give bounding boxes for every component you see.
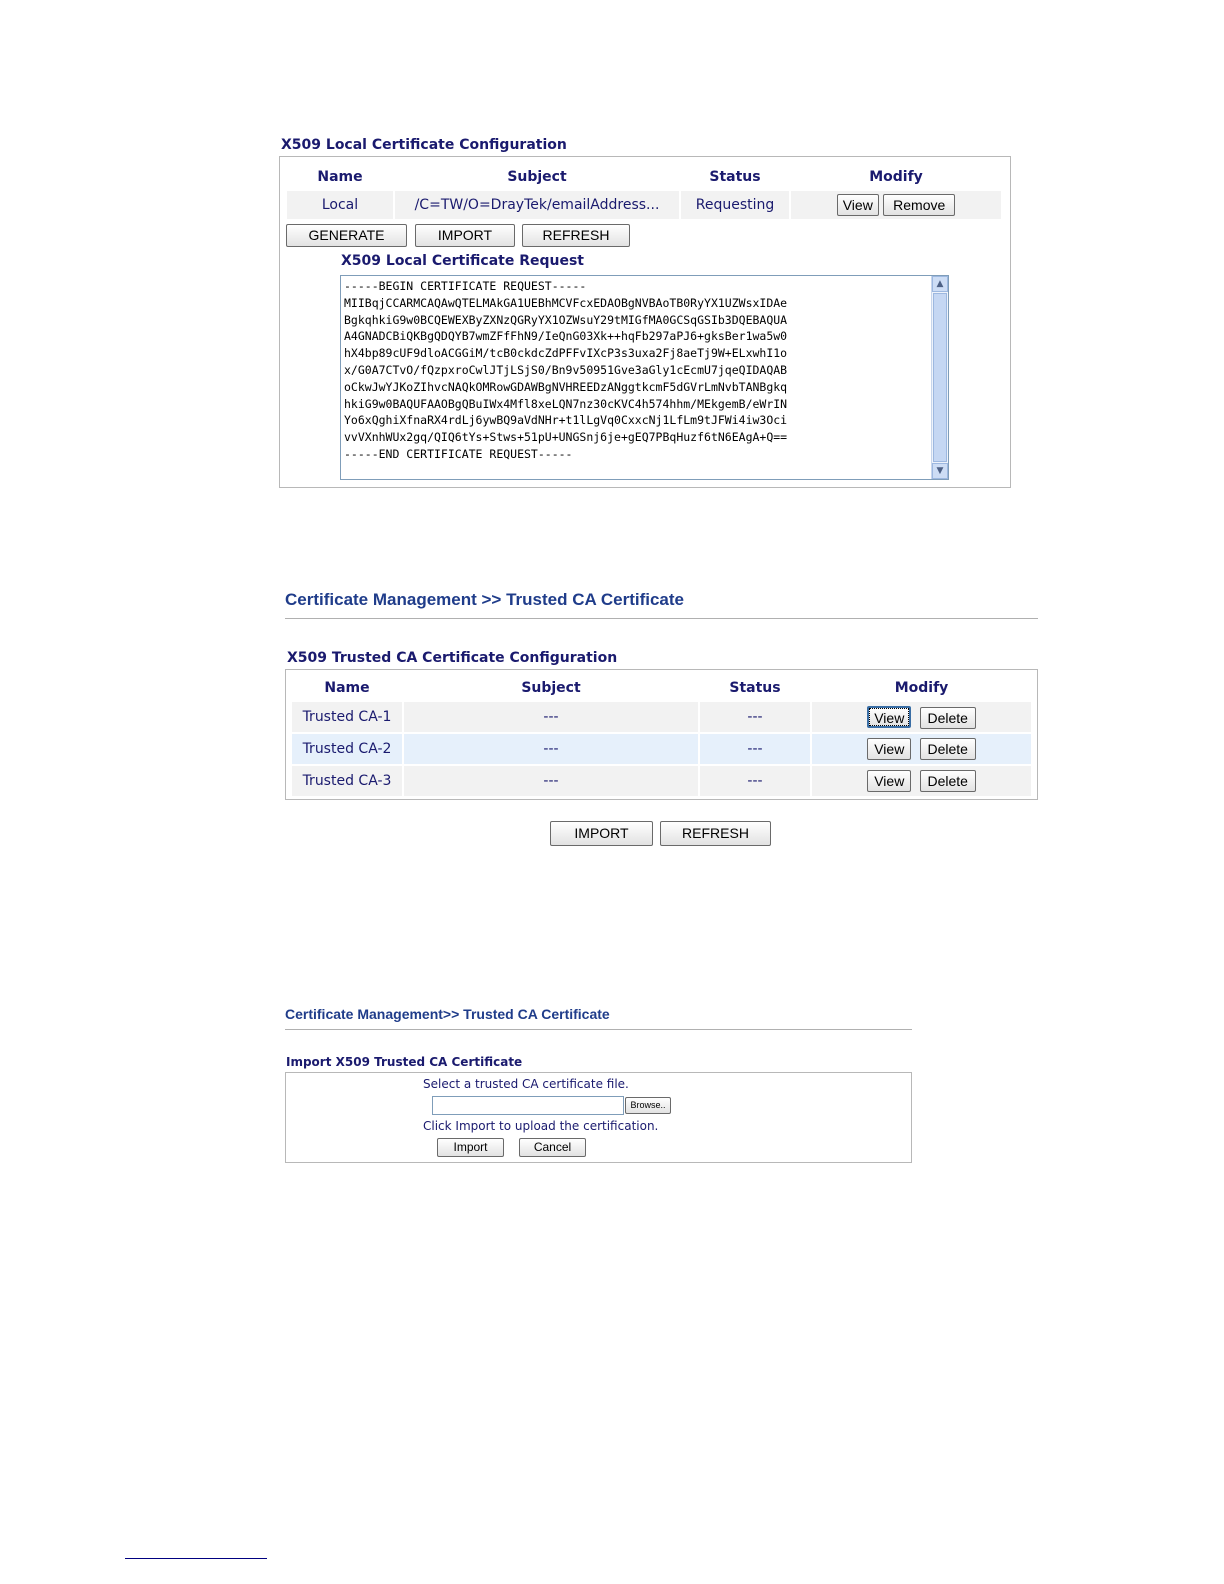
ca-subject: ---	[404, 702, 698, 732]
scroll-down-icon[interactable]: ▼	[932, 463, 948, 479]
scroll-thumb[interactable]	[933, 293, 947, 462]
trusted-ca-header-row	[292, 676, 1031, 700]
select-file-label: Select a trusted CA certificate file.	[423, 1077, 629, 1091]
trusted-ca-panel	[285, 669, 1038, 800]
col-modify: Modify	[894, 680, 949, 696]
ca-subject: ---	[404, 766, 698, 796]
col-subject: Subject	[507, 169, 567, 185]
trusted-ca-section-title: X509 Trusted CA Certificate Configuration	[287, 650, 618, 666]
cert-subject: /C=TW/O=DrayTek/emailAddress...	[395, 191, 679, 219]
ca-modify-cell	[812, 766, 1031, 796]
title-divider	[285, 1029, 912, 1030]
upload-hint: Click Import to upload the certification.	[423, 1119, 659, 1133]
ca-refresh-button[interactable]: REFRESH	[660, 821, 771, 846]
browse-button[interactable]: Browse..	[625, 1097, 671, 1114]
import-panel	[285, 1072, 912, 1163]
delete-button[interactable]: Delete	[920, 738, 976, 760]
refresh-button[interactable]: REFRESH	[522, 224, 630, 247]
textarea-scrollbar[interactable]	[931, 276, 948, 479]
cancel-button[interactable]: Cancel	[519, 1138, 586, 1157]
cert-name: Local	[287, 191, 393, 219]
file-path-input[interactable]	[432, 1096, 624, 1115]
table-row	[292, 734, 1031, 764]
title-divider	[285, 618, 1038, 619]
col-modify: Modify	[869, 169, 923, 185]
trusted-ca-table	[290, 674, 1033, 798]
footer-divider	[125, 1558, 267, 1559]
import-section-title: Import X509 Trusted CA Certificate	[286, 1055, 523, 1069]
ca-import-button[interactable]: IMPORT	[550, 821, 653, 846]
import-button[interactable]: IMPORT	[415, 224, 515, 247]
table-row	[287, 191, 1001, 219]
import-page-title: Certificate Management>> Trusted CA Certificate	[285, 1006, 610, 1022]
request-title: X509 Local Certificate Request	[341, 253, 584, 269]
scroll-up-icon[interactable]: ▲	[932, 276, 948, 292]
col-status: Status	[729, 680, 781, 696]
import-submit-button[interactable]: Import	[437, 1138, 504, 1157]
ca-modify-cell	[812, 734, 1031, 764]
view-button[interactable]: View	[837, 194, 879, 216]
certificate-request-text: -----BEGIN CERTIFICATE REQUEST----- MIIBqjCCARMCAQAwQTELMAkGA1UEBhMCVFcxEDAOBgNVBAoTB0RyYX1UZWsxIDAe BgkqhkiG9w0BCQEWEXByZXNzQGRyYX1OZWsuY29tMIGfMA0GCSqGSIb3DQEBAQUA A4GNADCBiQKBgQDQYB7wmZFfFhN9/IeQnG03Xk++hqFb297aPJ6+gksBer1wa5w0 hX4bp89cUF9dloACGGiM/tcB0ckdcZdPFFvIXcP3s3uxa2Fj8aeTj9W+ELxwhI1o x/G0A7CTvO/fQzpxroCwlJTjLSjS0/Bn9v50951Gve3aGly1cEcmU7jqeQIDAQAB oCkwJwYJKoZIhvcNAQkOMRowGDAWBgNVHREEDzANggtkcmF5dGVrLmNvbTANBgkq hkiG9w0BAQUFAAOBgQBuIWx4Mfl8xeLQN7nz30cKVC4h574hhm/MEkgemB/eWrIN Yo6xQghiXfnaRX4rdLj6ywBQ9aVdNHr+t1lLgVq0CxxcNj1LfLm9tJFWi4iw3Oci vvVXnhWUx2gq/QIQ6tYs+Stws+51pU+UNGSnj6je+gEQ7PBqHuzf6tN6EAgA+Q== -----END CERTIFICATE REQUEST-----	[344, 279, 788, 461]
ca-status: ---	[700, 734, 810, 764]
local-cert-section-title: X509 Local Certificate Configuration	[281, 137, 567, 153]
delete-button[interactable]: Delete	[920, 770, 976, 792]
cert-status: Requesting	[681, 191, 789, 219]
col-subject: Subject	[521, 680, 581, 696]
ca-name: Trusted CA-2	[292, 734, 402, 764]
trusted-ca-page-title: Certificate Management >> Trusted CA Certificate	[285, 590, 684, 609]
ca-status: ---	[700, 702, 810, 732]
generate-button[interactable]: GENERATE	[286, 224, 407, 247]
table-row	[292, 702, 1031, 732]
col-name: Name	[324, 680, 370, 696]
delete-button[interactable]: Delete	[920, 707, 976, 729]
view-button[interactable]: View	[867, 770, 911, 792]
ca-subject: ---	[404, 734, 698, 764]
view-button[interactable]: View	[867, 706, 911, 728]
col-name: Name	[317, 169, 363, 185]
local-cert-header-row	[287, 165, 1001, 189]
ca-modify-cell	[812, 702, 1031, 732]
local-cert-panel	[279, 156, 1011, 488]
ca-name: Trusted CA-3	[292, 766, 402, 796]
local-cert-table	[285, 163, 1003, 221]
ca-name: Trusted CA-1	[292, 702, 402, 732]
col-status: Status	[709, 169, 761, 185]
cert-modify-cell	[791, 191, 1001, 219]
certificate-request-textarea[interactable]	[340, 275, 949, 480]
remove-button[interactable]: Remove	[883, 194, 955, 216]
view-button[interactable]: View	[867, 738, 911, 760]
ca-status: ---	[700, 766, 810, 796]
table-row	[292, 766, 1031, 796]
